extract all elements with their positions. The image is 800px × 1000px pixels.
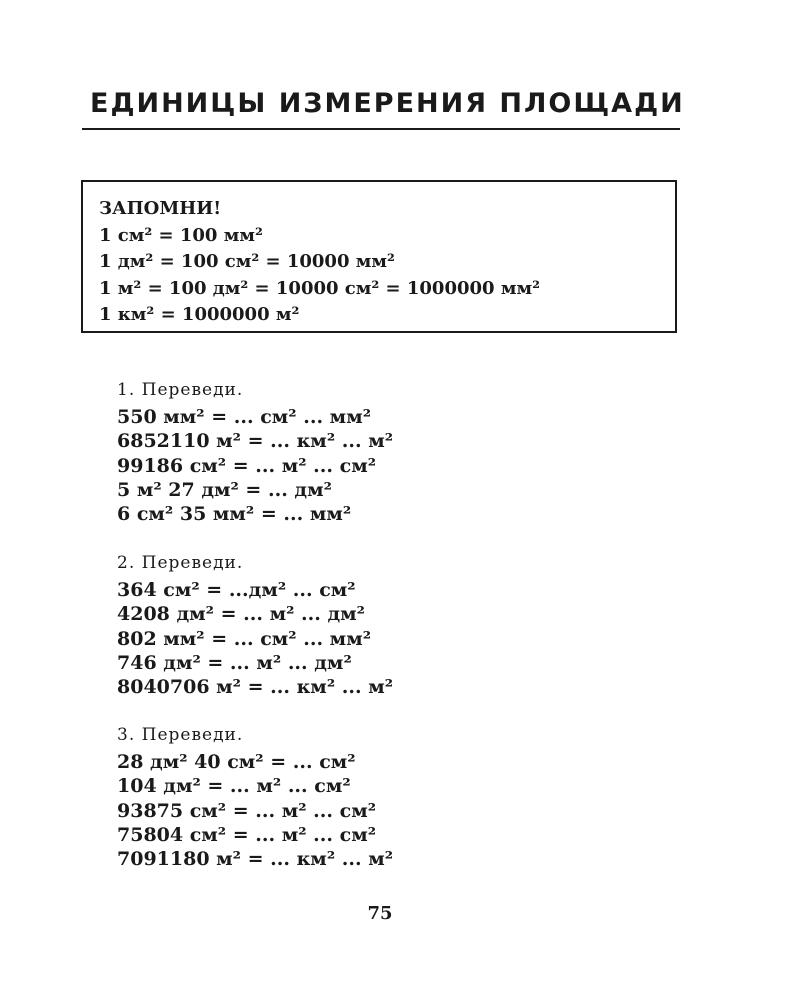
title-underline bbox=[82, 128, 680, 130]
exercise-heading: 2. Переведи. bbox=[117, 553, 244, 573]
exercise-line: 99186 см² = ... м² ... см² bbox=[117, 454, 377, 477]
exercise-line: 746 дм² = ... м² ... дм² bbox=[117, 651, 352, 674]
exercise-3 bbox=[117, 724, 677, 871]
exercise-line: 5 м² 27 дм² = ... дм² bbox=[117, 478, 332, 501]
exercise-line: 7091180 м² = ... км² ... м² bbox=[117, 848, 394, 871]
remember-heading: ЗАПОМНИ! bbox=[99, 198, 222, 219]
exercise-line: 802 мм² = ... см² ... мм² bbox=[117, 627, 372, 650]
remember-rule-4: 1 км² = 1000000 м² bbox=[99, 304, 300, 325]
exercise-line: 364 см² = ...дм² ... см² bbox=[117, 579, 356, 601]
exercise-1 bbox=[117, 379, 677, 526]
page-title: ЕДИНИЦЫ ИЗМЕРЕНИЯ ПЛОЩАДИ bbox=[90, 88, 685, 119]
exercise-line: 550 мм² = ... см² ... мм² bbox=[117, 406, 372, 428]
exercise-line: 104 дм² = ... м² ... см² bbox=[117, 775, 351, 798]
remember-box bbox=[81, 180, 677, 333]
exercise-line: 93875 см² = ... м² ... см² bbox=[117, 799, 377, 822]
exercise-line: 6852110 м² = ... км² ... м² bbox=[117, 430, 394, 453]
exercise-heading: 3. Переведи. bbox=[117, 725, 244, 745]
remember-rule-3: 1 м² = 100 дм² = 10000 см² = 1000000 мм² bbox=[99, 277, 540, 299]
remember-rule-2: 1 дм² = 100 см² = 10000 мм² bbox=[99, 251, 395, 272]
exercise-line: 6 см² 35 мм² = ... мм² bbox=[117, 503, 352, 526]
page-number: 75 bbox=[367, 903, 393, 924]
exercise-line: 28 дм² 40 см² = ... см² bbox=[117, 751, 356, 773]
exercise-line: 75804 см² = ... м² ... см² bbox=[117, 823, 377, 846]
exercise-line: 8040706 м² = ... км² ... м² bbox=[117, 676, 394, 699]
exercise-2 bbox=[117, 552, 677, 699]
exercise-line: 4208 дм² = ... м² ... дм² bbox=[117, 603, 365, 626]
exercise-heading: 1. Переведи. bbox=[117, 380, 244, 400]
remember-rule-1: 1 см² = 100 мм² bbox=[99, 224, 263, 246]
